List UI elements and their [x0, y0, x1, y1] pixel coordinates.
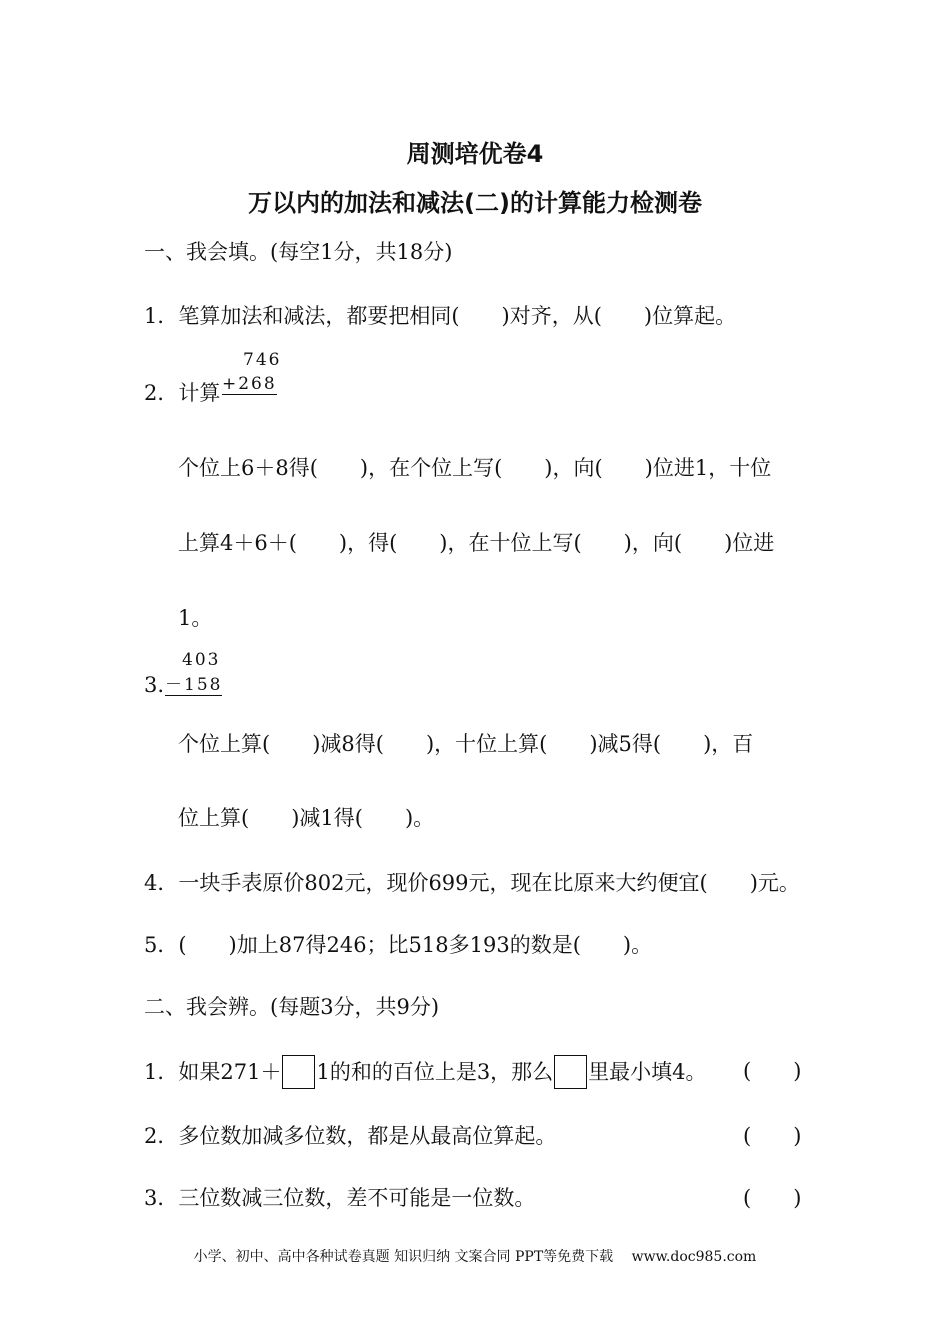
page-subtitle: 万以内的加法和减法(二)的计算能力检测卷 [248, 189, 702, 217]
question-1-3-prefix: 3. [144, 673, 165, 697]
question-2-1-part-c: 里最小填4。 [588, 1060, 707, 1084]
question-1-4: 4．一块手表原价802元，现价699元，现在比原来大约便宜( )元。 [144, 871, 800, 895]
q2-addend-top: 746 [243, 350, 282, 370]
question-2-3: 3．三位数减三位数，差不可能是一位数。 [144, 1186, 536, 1210]
page-title: 周测培优卷4 [406, 140, 544, 168]
question-1-3-line1: 个位上算( )减8得( )，十位上算( )减5得( )，百 [178, 732, 754, 756]
q2-addend-bottom: +268 [222, 374, 277, 394]
question-1-2-line2: 上算4＋6＋( )，得( )，在十位上写( )，向( )位进 [178, 531, 775, 555]
question-1-3-line2: 位上算( )减1得( )。 [178, 806, 435, 830]
q3-minuend: 403 [182, 650, 221, 670]
question-2-1-part-b: 1的和的百位上是3，那么 [316, 1060, 554, 1084]
answer-box[interactable] [554, 1055, 587, 1089]
judge-paren-2[interactable]: ( ) [743, 1124, 802, 1148]
footer-text: 小学、初中、高中各种试卷真题 知识归纳 文案合同 PPT等免费下载 www.doc985.com [193, 1249, 757, 1265]
answer-box[interactable] [282, 1055, 315, 1089]
section1-heading: 一、我会填。(每空1分，共18分) [144, 240, 453, 264]
q3-subtrahend: －158 [165, 670, 222, 696]
question-2-2: 2．多位数加减多位数，都是从最高位算起。 [144, 1124, 557, 1148]
question-2-1 [144, 1055, 707, 1089]
question-1-2-line3: 1。 [178, 606, 213, 630]
section2-heading: 二、我会辨。(每题3分，共9分) [144, 995, 440, 1019]
question-1-2-prefix: 2．计算 [144, 381, 221, 405]
question-2-1-part-a: 1．如果271＋ [144, 1060, 282, 1084]
judge-paren-1[interactable]: ( ) [743, 1059, 802, 1083]
question-1-1: 1．笔算加法和减法，都要把相同( )对齐，从( )位算起。 [144, 304, 737, 328]
question-1-5: 5．( )加上87得246；比518多193的数是( )。 [144, 933, 653, 957]
judge-paren-3[interactable]: ( ) [743, 1186, 802, 1210]
question-1-2-line1: 个位上6＋8得( )，在个位上写( )，向( )位进1，十位 [178, 456, 772, 480]
